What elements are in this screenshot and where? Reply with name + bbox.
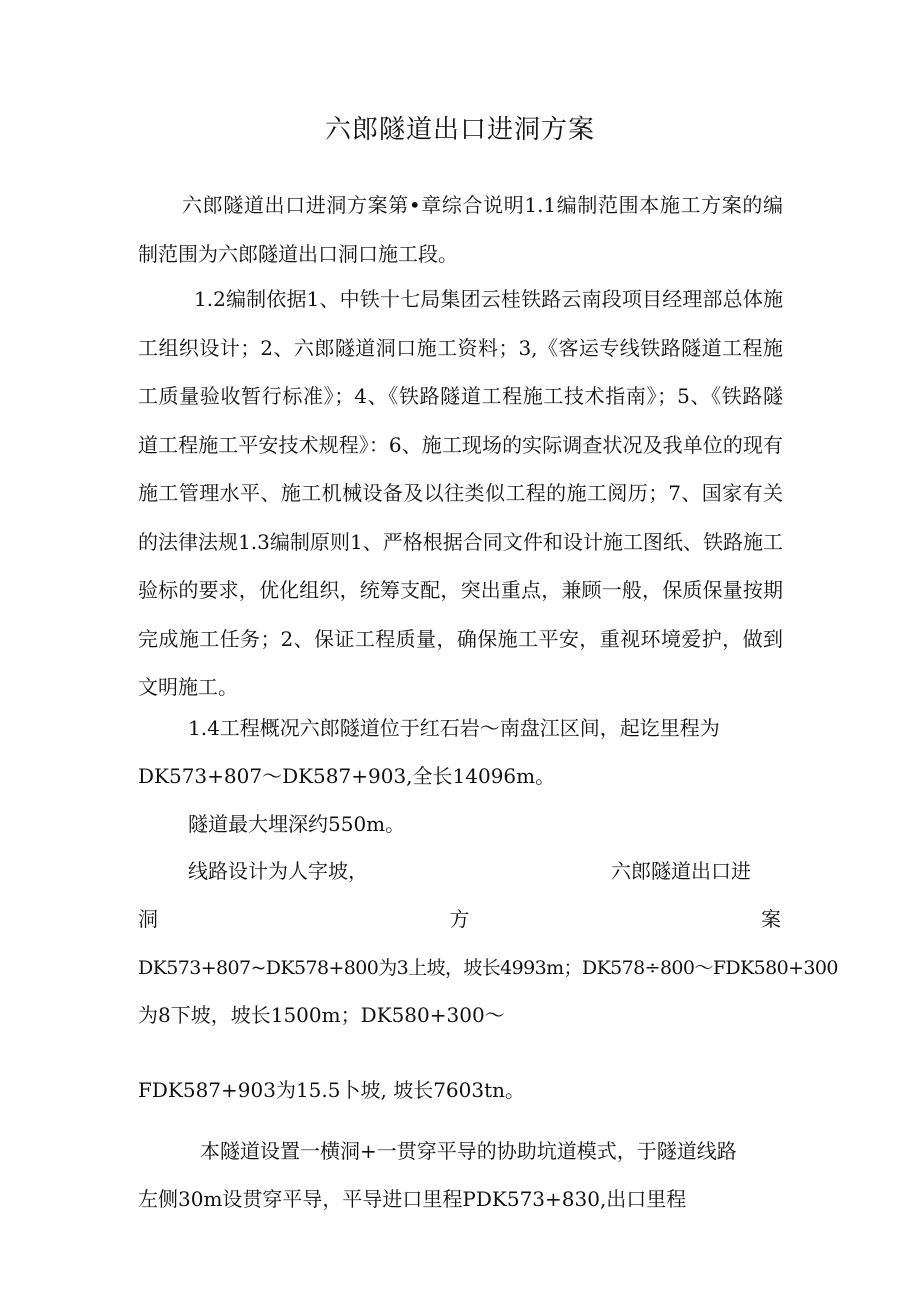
- spread-char-3: 案: [761, 907, 781, 931]
- spread-char-1: 洞: [138, 907, 158, 931]
- overview-line-2: DK573+807～DK587+903,全长14096m。: [138, 764, 556, 788]
- auxiliary-tunnel-line-2: 左侧30m设贯穿平导，平导进口里程PDK573+830,出口里程: [138, 1187, 687, 1211]
- overview-line-1: 1.4工程概况六郎隧道位于红石岩～南盘江区间，起讫里程为: [188, 716, 720, 740]
- slope-line-2: 为8下坡，坡长1500m；DK580+300～: [138, 1003, 505, 1027]
- max-depth-line: 隧道最大埋深约550m。: [188, 812, 406, 836]
- spread-char-2: 方: [449, 907, 470, 931]
- spread-heading-line: [138, 901, 781, 937]
- auxiliary-tunnel-line-1: 本隧道设置一横洞+一贯穿平导的协助坑道模式，于隧道线路: [200, 1139, 737, 1163]
- paragraph-scope: 六郎隧道出口进洞方案第•章综合说明1.1编制范围本施工方案的编制范围为六郎隧道出口洞口施工段。: [138, 193, 783, 266]
- document-title: 六郎隧道出口进洞方案: [324, 115, 595, 145]
- paragraph-basis-principles: 1.2编制依据1、中铁十七局集团云桂铁路云南段项目经理部总体施工组织设计；2、六郎隧道洞口施工资料；3,《客运专线铁路隧道工程施工质量验收暂行标准》；4、《铁路隧道工程施工技术指南》；5、《铁路隧道工程施工平安技术规程》：6、施工现场的实际调查状况及我单位的现有施工管理水平、施工机械设备及以往类似工程的施工阅历；7、国家有关的法律法规1.3编制原则1、严格根据合同文件和设计施工图纸、铁路施工验标的要求，优化组织，统筹支配，突出重点，兼顾一般，保质保量按期完成施工任务；2、保证工程质量，确保施工平安，重视环境爱护，做到文明施工。: [138, 287, 783, 699]
- slope-design-text: 线路设计为人字坡，: [188, 859, 368, 883]
- running-header-text: 六郎隧道出口进: [611, 859, 751, 883]
- slope-line-3: FDK587+903为15.5卜坡, 坡长7603tn。: [138, 1078, 526, 1102]
- slope-line-1: DK573+807~DK578+800为3上坡，坡长4993m；DK578÷800～FDK580+300: [138, 957, 838, 979]
